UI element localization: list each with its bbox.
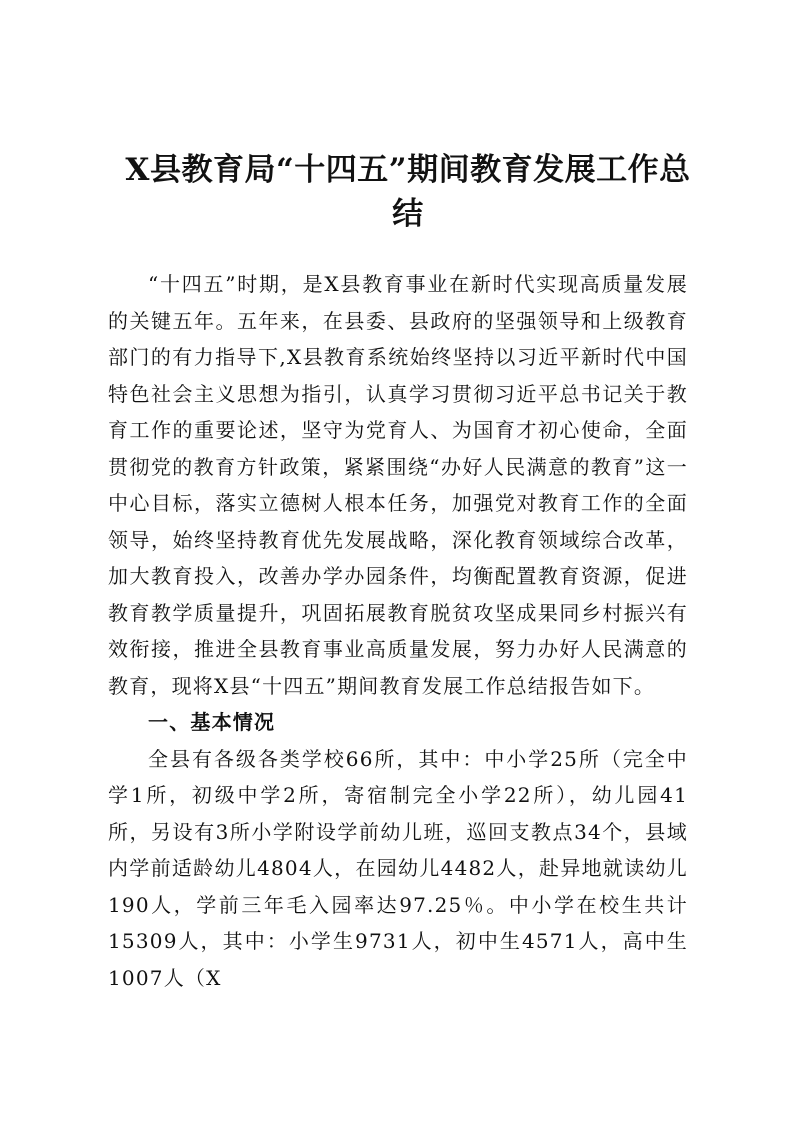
document-title: X县教育局“十四五”期间教育发展工作总结 bbox=[125, 152, 691, 232]
section-heading: 一、基本情况 bbox=[148, 710, 276, 734]
document-body bbox=[108, 266, 688, 996]
intro-paragraph: “十四五”时期，是X县教育事业在新时代实现高质量发展的关键五年。五年来，在县委、县政府的坚强领导和上级教育部门的有力指导下,X县教育系统始终坚持以习近平新时代中国特色社会主义思想为指引，认真学习贯彻习近平总书记关于教育工作的重要论述，坚守为党育人、为国育才初心使命，全面贯彻党的教育方针政策，紧紧围绕“办好人民满意的教育”这一中心目标，落实立德树人根本任务，加强党对教育工作的全面领导，始终坚持教育优先发展战略，深化教育领域综合改革，加大教育投入，改善办学办园条件，均衡配置教育资源，促进教育教学质量提升，巩固拓展教育脱贫攻坚成果同乡村振兴有效衔接，推进全县教育事业高质量发展，努力办好人民满意的教育，现将X县“十四五”期间教育发展工作总结报告如下。 bbox=[108, 272, 688, 698]
section-paragraph: 全县有各级各类学校66所，其中：中小学25所（完全中学1所，初级中学2所，寄宿制完全小学22所），幼儿园41所，另设有3所小学附设学前幼儿班，巡回支教点34个，县域内学前适龄幼儿4804人，在园幼儿4482人，赴异地就读幼儿190人，学前三年毛入园率达97.25％。中小学在校生共计15309人，其中：小学生9731人，初中生4571人，高中生1007人（X bbox=[108, 746, 688, 990]
